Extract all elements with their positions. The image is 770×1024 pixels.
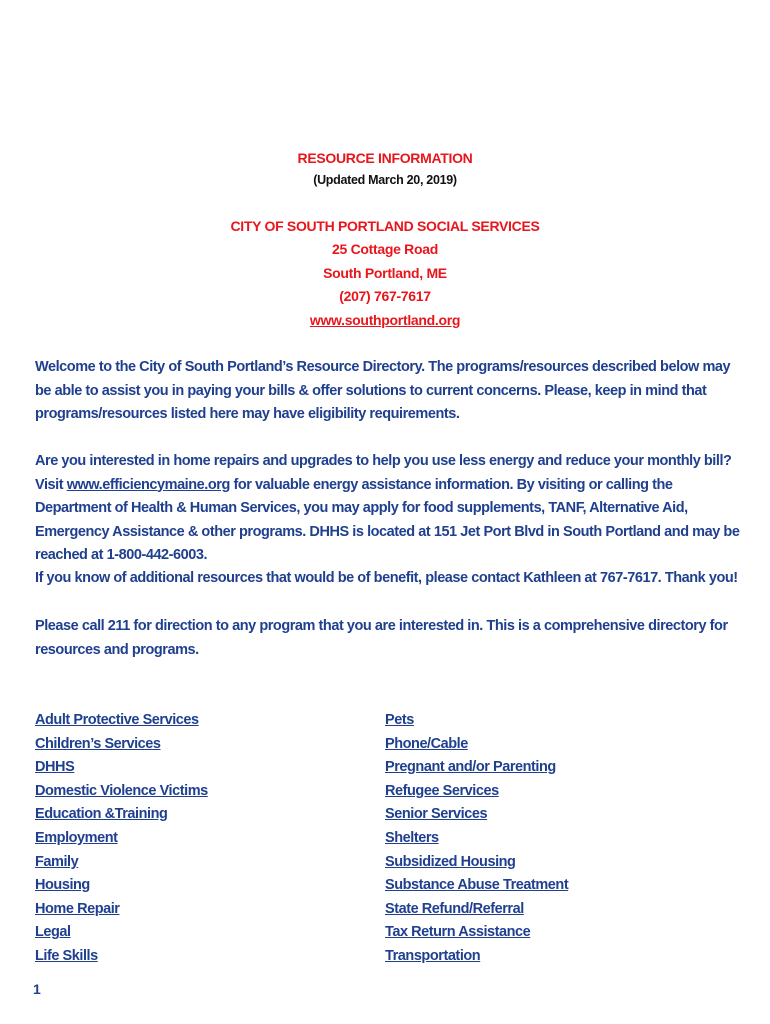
resource-link-item [35, 780, 365, 804]
resource-link-item [385, 827, 745, 851]
resource-link-item [385, 851, 745, 875]
resource-link-item [385, 803, 745, 827]
org-phone: (207) 767-7617 [339, 288, 431, 304]
resource-link-item [385, 921, 745, 945]
dhhs-link[interactable]: DHHS [35, 759, 75, 776]
org-name: CITY OF SOUTH PORTLAND SOCIAL SERVICES [230, 218, 540, 234]
resource-link-item [385, 898, 745, 922]
employment-link[interactable]: Employment [35, 829, 118, 846]
address-line-1: 25 Cottage Road [332, 241, 438, 257]
contact-paragraph: If you know of additional resources that would be of benefit, please contact Kathleen at 767-7617. Thank you! [35, 570, 738, 586]
energy-text-after: for valuable energy assistance information. By visiting or calling the Department of Health & Human Services, you may apply for food supplements, TANF, Alternative Aid, Emergency Assistance & other programs. DHHS is located at 151 Jet Port Blvd in South Portland and may be reached at 1-800-442-6003. [35, 476, 740, 563]
transportation-link[interactable]: Transportation [385, 947, 481, 964]
resource-link-item [35, 921, 365, 945]
pregnant-parenting-link[interactable]: Pregnant and/or Parenting [385, 759, 556, 776]
resource-links-right [385, 709, 745, 969]
pets-link[interactable]: Pets [385, 712, 414, 728]
resource-link-item [385, 945, 745, 969]
resource-link-item [385, 733, 745, 757]
adult-protective-services-link[interactable]: Adult Protective Services [35, 712, 199, 728]
resource-link-item [35, 733, 365, 757]
energy-text-before: Are you interested in home repairs and upgrades to help you use less energy and reduce your monthly bill? Visit [35, 453, 732, 493]
resource-link-item [35, 803, 365, 827]
resource-link-item [35, 945, 365, 969]
efficiency-maine-link[interactable]: www.efficiencymaine.org [66, 476, 230, 493]
domestic-violence-victims-link[interactable]: Domestic Violence Victims [35, 782, 208, 799]
energy-paragraph [35, 450, 740, 568]
home-repair-link[interactable]: Home Repair [35, 900, 120, 917]
housing-link[interactable]: Housing [35, 877, 90, 894]
resource-link-item [35, 851, 365, 875]
updated-date: (Updated March 20, 2019) [313, 173, 457, 187]
refugee-services-link[interactable]: Refugee Services [385, 782, 499, 799]
resource-link-item [35, 827, 365, 851]
page-number: 1 [33, 981, 41, 997]
document-title: RESOURCE INFORMATION [297, 150, 473, 166]
substance-abuse-treatment-link[interactable]: Substance Abuse Treatment [385, 877, 569, 894]
education-training-link[interactable]: Education &Training [35, 806, 168, 823]
life-skills-link[interactable]: Life Skills [35, 947, 98, 964]
website-link[interactable]: www.southportland.org [309, 312, 461, 328]
resource-link-item [35, 756, 365, 780]
shelters-link[interactable]: Shelters [385, 829, 439, 846]
intro-paragraph: Welcome to the City of South Portland’s Resource Directory. The programs/resources described below may be able to assist you in paying your bills & offer solutions to current concerns. Please, keep in mind that programs/resources listed here may have eligibility requirements. [35, 359, 731, 422]
resource-link-item [35, 709, 365, 733]
tax-return-assistance-link[interactable]: Tax Return Assistance [385, 924, 531, 941]
resource-link-item [385, 709, 745, 733]
resource-link-item [35, 898, 365, 922]
state-refund-referral-link[interactable]: State Refund/Referral [385, 900, 524, 917]
address-line-2: South Portland, ME [323, 265, 447, 281]
senior-services-link[interactable]: Senior Services [385, 806, 488, 823]
subsidized-housing-link[interactable]: Subsidized Housing [385, 853, 516, 870]
resource-link-item [35, 874, 365, 898]
phone-cable-link[interactable]: Phone/Cable [385, 735, 468, 752]
family-link[interactable]: Family [35, 853, 79, 870]
childrens-services-link[interactable]: Children’s Services [35, 735, 161, 752]
resource-link-item [385, 874, 745, 898]
resource-link-item [385, 780, 745, 804]
legal-link[interactable]: Legal [35, 924, 71, 941]
call-211-paragraph: Please call 211 for direction to any program that you are interested in. This is a comprehensive directory for resources and programs. [35, 618, 728, 658]
resource-links-left [35, 709, 365, 969]
resource-link-item [385, 756, 745, 780]
